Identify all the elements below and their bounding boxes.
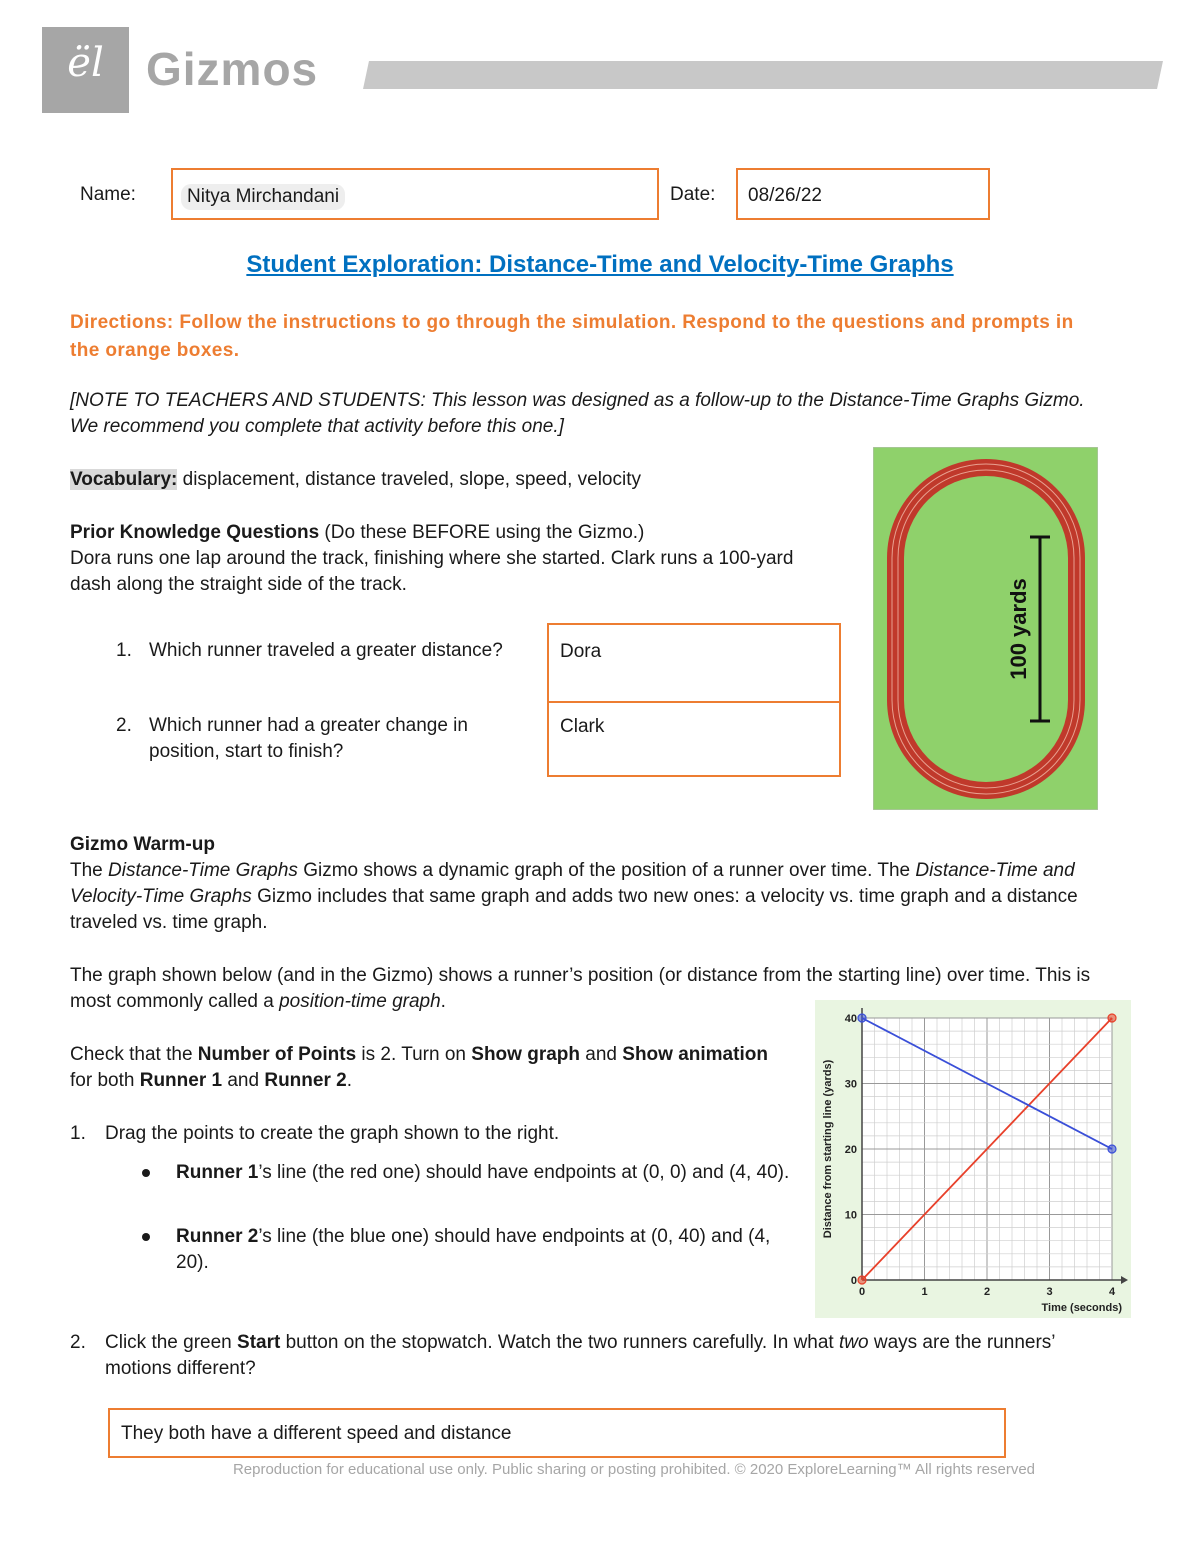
x-tick-label: 3 [1046, 1286, 1053, 1298]
header-bar [363, 61, 1163, 89]
y-tick-label: 40 [844, 1013, 857, 1025]
answer-3: They both have a different speed and distance [121, 1423, 512, 1444]
name-field[interactable] [171, 168, 659, 220]
x-tick-label: 1 [921, 1286, 928, 1298]
date-label: Date: [670, 184, 716, 205]
y-tick-label: 0 [850, 1275, 857, 1287]
bullet [142, 1233, 150, 1241]
x-axis-label: Time (seconds) [1041, 1302, 1122, 1314]
step-2-number: 2. [70, 1332, 86, 1353]
answer-1: Dora [560, 641, 602, 662]
y-tick-label: 30 [844, 1078, 857, 1091]
date-value: 08/26/22 [748, 185, 822, 206]
track-image [873, 447, 1098, 810]
step-1-text: Drag the points to create the graph shown to the right. [105, 1123, 560, 1144]
measure-label: 100 yards [1006, 578, 1031, 680]
prior-heading-note: (Do these BEFORE using the Gizmo.) [319, 522, 645, 543]
data-point [1108, 1014, 1116, 1022]
prior-text: Dora runs one lap around the track, finishing where she started. Clark runs a 100-yard dash along the straight side of the track. [70, 548, 794, 595]
brand-name: Gizmos [146, 43, 319, 95]
logo-glyph: ël [67, 40, 104, 86]
y-tick-label: 20 [844, 1144, 857, 1156]
x-tick-label: 0 [858, 1286, 866, 1298]
date-field[interactable] [736, 168, 990, 220]
y-tick-label: 10 [844, 1209, 857, 1222]
question-2-text: Which runner had a greater change in position, start to finish? [149, 715, 468, 762]
prior-heading: Prior Knowledge Questions [70, 522, 320, 543]
y-axis-label: Distance from starting line (yards) [822, 1059, 834, 1239]
name-value: Nitya Mirchandani [181, 184, 345, 210]
answer-box-1[interactable] [547, 623, 841, 703]
question-2-number: 2. [116, 715, 132, 736]
teacher-note: [NOTE TO TEACHERS AND STUDENTS: This lesson was designed as a follow-up to the Distance-Time Graphs Gizmo. We recommend you complete that activity before this one.] [70, 390, 1085, 437]
vocabulary [70, 467, 641, 493]
bullet [142, 1169, 150, 1177]
data-point [858, 1276, 866, 1284]
step-2-text: Click the green Start button on the stopwatch. Watch the two runners carefully. In what two ways are the runners’ motions different? [105, 1332, 1055, 1379]
warmup-heading: Gizmo Warm-up [70, 834, 215, 855]
step-1-number: 1. [70, 1123, 86, 1144]
vocabulary-label: Vocabulary: [70, 469, 178, 490]
question-1-number: 1. [116, 640, 132, 661]
warmup-p1: The Distance-Time Graphs Gizmo shows a dynamic graph of the position of a runner over time. The Distance-Time and Velocity-Time Graphs Gizmo includes that same graph and adds two new ones: a velocity vs. time graph and a distance traveled vs. time graph. [70, 860, 1078, 933]
prior-knowledge [70, 520, 830, 598]
warmup [70, 832, 1120, 936]
page-title: Student Exploration: Distance-Time and Velocity-Time Graphs [246, 251, 954, 278]
question-1-text: Which runner traveled a greater distance? [149, 640, 503, 661]
answer-box-3[interactable] [108, 1408, 1006, 1458]
answer-box-2[interactable] [547, 701, 841, 777]
bullet-runner-1: Runner 1’s line (the red one) should have endpoints at (0, 0) and (4, 40). [176, 1162, 790, 1183]
data-point [1108, 1145, 1116, 1153]
warmup-p2: The graph shown below (and in the Gizmo) shows a runner’s position (or distance from the starting line) over time. This is most commonly called a position-time graph. [70, 965, 1091, 1012]
x-tick-label: 4 [1108, 1286, 1116, 1298]
bullet-runner-2: Runner 2’s line (the blue one) should have endpoints at (0, 40) and (4, 20). [176, 1226, 771, 1273]
x-tick-label: 2 [983, 1286, 991, 1298]
answer-2: Clark [560, 716, 605, 737]
name-label: Name: [80, 184, 136, 205]
directions: Directions: Follow the instructions to go through the simulation. Respond to the questions and prompts in the orange boxes. [70, 312, 1074, 361]
track-infield [904, 476, 1068, 782]
vocabulary-text: displacement, distance traveled, slope, speed, velocity [177, 469, 642, 490]
data-point [858, 1014, 866, 1022]
footer: Reproduction for educational use only. Public sharing or posting prohibited. © 2020 ExploreLearning™ All rights reserved [232, 1461, 1036, 1478]
warmup-p3: Check that the Number of Points is 2. Turn on Show graph and Show animation for both Runner 1 and Runner 2. [70, 1044, 768, 1091]
position-time-chart [815, 1000, 1131, 1318]
